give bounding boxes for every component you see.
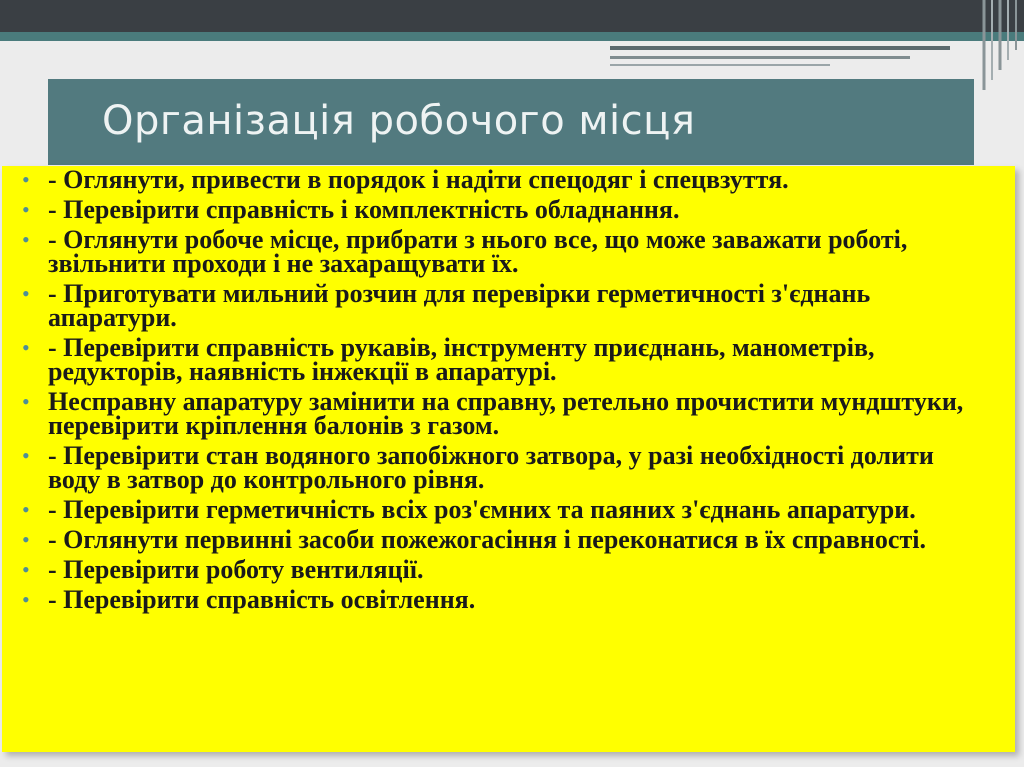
list-item-text: - Перевірити справність рукавів, інструменту приєднань, манометрів, редукторів, наявність інжекції в апаратурі.: [48, 333, 875, 386]
list-item: [0, 585, 1010, 614]
list-item: [0, 333, 1010, 386]
list-item-text: - Перевірити стан водяного запобіжного затвора, у разі необхідності долити воду в затвор до контрольного рівня.: [48, 441, 934, 494]
list-item: [0, 225, 1010, 278]
list-item: [0, 525, 1010, 554]
list-item-text: - Перевірити герметичність всіх роз'ємних та паяних з'єднань апаратури.: [48, 495, 916, 524]
decor-line: [610, 56, 910, 59]
decor-line: [610, 46, 950, 50]
bullet-icon: •: [22, 443, 30, 468]
bullet-icon: •: [22, 497, 30, 522]
decor-line: [610, 64, 830, 66]
slide-title: Організація робочого місця: [102, 98, 696, 144]
list-item: [0, 195, 1010, 224]
list-item: [0, 555, 1010, 584]
bullet-icon: •: [22, 587, 30, 612]
top-decor-bar: [0, 0, 1024, 32]
list-item-text: - Перевірити роботу вентиляції.: [48, 555, 424, 584]
list-item-text: - Приготувати мильний розчин для перевірки герметичності з'єднань апаратури.: [48, 279, 871, 332]
top-accent-bar: [0, 32, 1024, 41]
bullet-icon: •: [22, 335, 30, 360]
corner-stripes-decor: [978, 0, 1024, 90]
list-item-text: - Оглянути, привести в порядок і надіти спецодяг і спецвзуття.: [48, 165, 789, 194]
bullet-icon: •: [22, 281, 30, 306]
list-item-text: - Оглянути робоче місце, прибрати з нього все, що може заважати роботі, звільнити проходи і не захаращувати їх.: [48, 225, 908, 278]
bullet-list: [0, 165, 1010, 618]
list-item: [0, 387, 1010, 440]
list-item-text: Несправну апаратуру замінити на справну, ретельно прочистити мундштуки, перевірити кріплення балонів з газом.: [48, 387, 964, 440]
list-item-text: - Перевірити справність освітлення.: [48, 585, 476, 614]
bullet-icon: •: [22, 389, 30, 414]
list-item-text: - Перевірити справність і комплектність обладнання.: [48, 195, 680, 224]
bullet-icon: •: [22, 557, 30, 582]
bullet-icon: •: [22, 527, 30, 552]
list-item: [0, 441, 1010, 494]
list-item: [0, 165, 1010, 194]
list-item: [0, 279, 1010, 332]
list-item: [0, 495, 1010, 524]
bullet-icon: •: [22, 197, 30, 222]
bullet-icon: •: [22, 227, 30, 252]
bullet-icon: •: [22, 167, 30, 192]
list-item-text: - Оглянути первинні засоби пожежогасіння і переконатися в їх справності.: [48, 525, 926, 554]
